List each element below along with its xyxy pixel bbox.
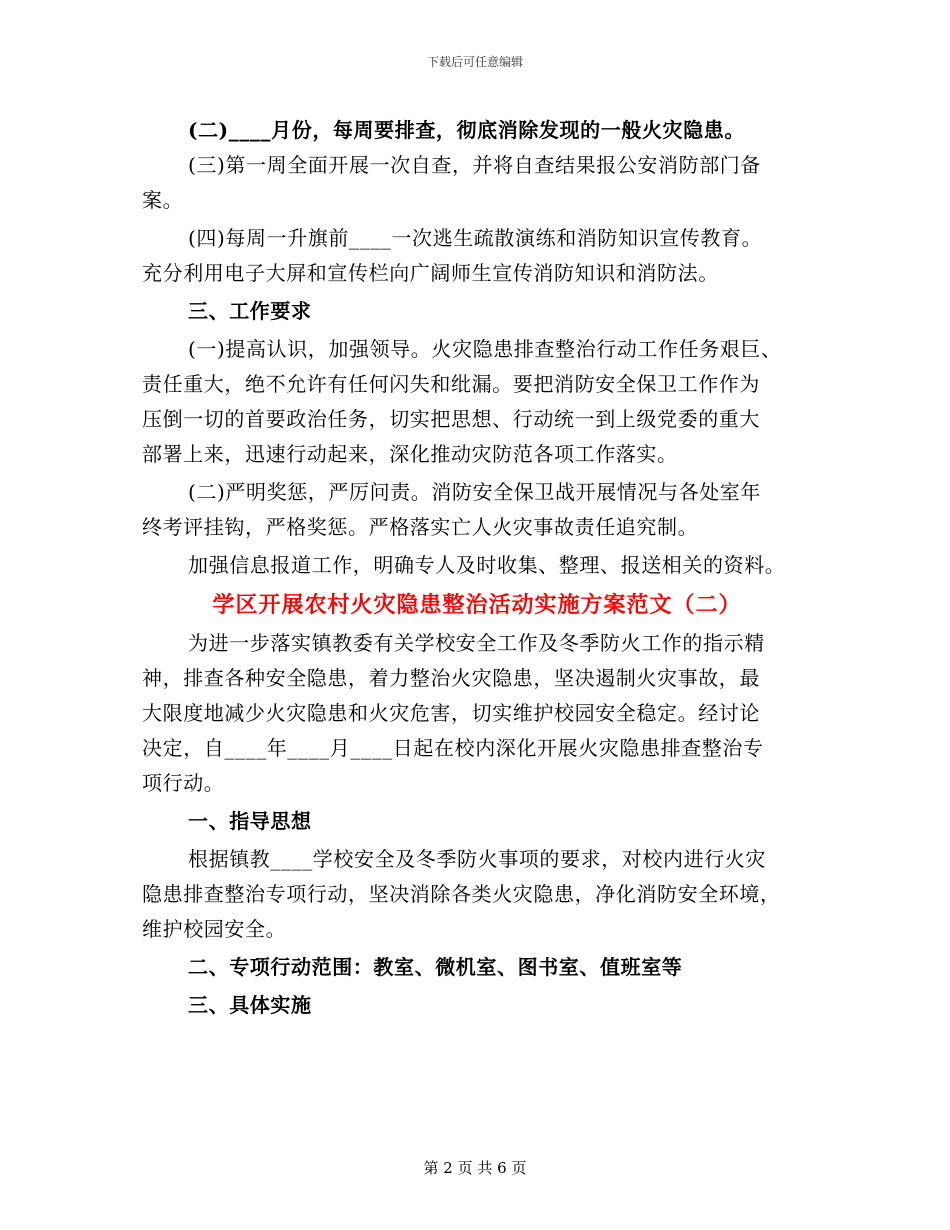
guide-line-2: 隐患排查整治专项行动，坚决消除各类火灾隐患，净化消防安全环境，: [142, 882, 781, 906]
guide-line-1: 根据镇教____学校安全及冬季防火事项的要求，对校内进行火灾: [188, 847, 766, 871]
req-p2-line-2: 终考评挂钩，严格奖惩。严格落实亡人火灾事故责任追究制。: [142, 515, 699, 539]
req-p2-line-1: (二)严明奖惩，严厉问责。消防安全保卫战开展情况与各处室年: [188, 480, 762, 504]
intro-line-1: 为进一步落实镇教委有关学校安全工作及冬季防火工作的指示精: [188, 631, 765, 655]
intro-line-4: 决定，自____年____月____日起在校内深化开展火灾隐患排查整治专: [142, 736, 764, 760]
intro-line-5: 项行动。: [142, 771, 225, 795]
req-p1-line-1: (一)提高认识，加强领导。火灾隐患排查整治行动工作任务艰巨、: [188, 337, 782, 361]
document-title: 学区开展农村火灾隐患整治活动实施方案范文（二）: [212, 592, 742, 618]
item-3-line-1: (三)第一周全面开展一次自查，并将自查结果报公安消防部门备: [188, 153, 762, 177]
header-note: 下载后可任意编辑: [426, 55, 523, 69]
page-indicator: 第 2 页 共 6 页: [423, 1159, 527, 1177]
intro-line-2: 神，排查各种安全隐患，着力整治火灾隐患，坚决遏制火灾事故，最: [142, 666, 760, 690]
req-p1-line-4: 部署上来，迅速行动起来，深化推动灾防范各项工作落实。: [142, 442, 678, 466]
item-4-line-2: 充分利用电子大屏和宣传栏向广阔师生宣传消防知识和消防法。: [142, 261, 719, 285]
section-heading-implementation: 三、具体实施: [188, 993, 312, 1017]
req-p1-line-3: 压倒一切的首要政治任务，切实把思想、行动统一到上级党委的重大: [142, 407, 760, 431]
intro-line-3: 大限度地减少火灾隐患和火灾危害，切实维护校园安全稳定。经讨论: [142, 701, 760, 725]
req-p1-line-2: 责任重大，绝不允许有任何闪失和纰漏。要把消防安全保卫工作作为: [142, 372, 760, 396]
req-p3-line-1: 加强信息报道工作，明确专人及时收集、整理、报送相关的资料。: [188, 553, 786, 577]
guide-line-3: 维护校园安全。: [142, 917, 287, 941]
document-body: [142, 113, 812, 1023]
section-heading-scope: 二、专项行动范围：教室、微机室、图书室、值班室等: [188, 955, 683, 979]
item-3-line-2: 案。: [142, 188, 184, 212]
section-heading-guidance: 一、指导思想: [188, 809, 312, 833]
item-4-line-1: (四)每周一升旗前____一次逃生疏散演练和消防知识宣传教育。: [188, 226, 763, 250]
section-heading-requirements: 三、工作要求: [188, 299, 312, 323]
item-2-line: (二)____月份，每周要排查，彻底消除发现的一般火灾隐患。: [188, 118, 745, 142]
